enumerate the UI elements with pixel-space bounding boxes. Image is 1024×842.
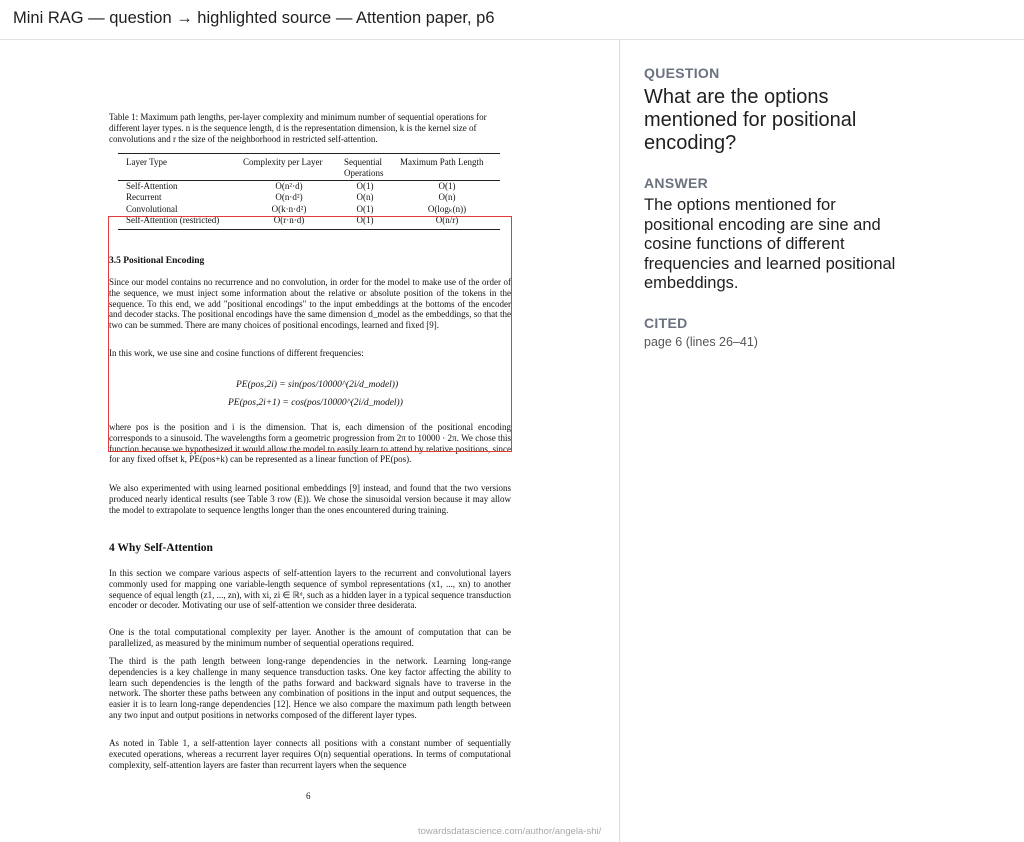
table-header-complexity: Complexity per Layer [243,157,323,167]
table-cell: O(k·n·d²) [271,204,307,214]
question-text: What are the options mentioned for positional encoding? [644,86,857,154]
table-cell: O(n/r) [435,215,459,225]
table-header-sequential: Sequential [344,157,382,167]
table-cell: O(n²·d) [275,181,303,191]
table-cell: Self-Attention (restricted) [126,215,220,225]
table-cell: O(1) [356,204,374,214]
citation-link[interactable]: page 6 (lines 26–41) [644,335,758,349]
table-header-path-length: Maximum Path Length [400,157,484,167]
table-cell: Self-Attention [126,181,178,191]
table-cell: O(1) [438,181,456,191]
table-header-operations: Operations [344,168,384,178]
table-cell: O(n) [438,192,456,202]
question-label: QUESTION [644,65,720,81]
top-bar [0,0,1024,40]
app-title: Mini RAG — question → highlighted source — Attention paper, p6 [13,9,495,27]
table-cell: O(n·d²) [275,192,303,202]
table-cell: O(1) [356,181,374,191]
table-cell: Convolutional [126,204,178,214]
table-cell: Recurrent [126,192,162,202]
section-heading-3-5: 3.5 Positional Encoding [109,256,205,266]
page-number: 6 [306,791,311,801]
answer-label: ANSWER [644,175,709,191]
table-header-layer-type: Layer Type [126,157,167,167]
paragraph: The third is the path length between long-range dependencies in the network. Learning long-range dependencies is a key challenge in many sequence transduction tasks. One key factor affecting the ability to learn such dependencies is the length of the paths forward and backward signals have to traverse in the network. The shorter these paths between any combination of positions in the input and output sequences, the easier it is to learn long-range dependencies [12]. Hence we also compare the maximum path length between any two input and output positions in networks composed of the different layer types. [109,656,511,720]
paragraph: As noted in Table 1, a self-attention layer connects all positions with a constant number of sequentially executed operations, whereas a recurrent layer requires O(n) sequential operations. In terms of computational complexity, self-attention layers are faster than recurrent layers when the sequence [109,738,511,770]
watermark: towardsdatascience.com/author/angela-shi/ [418,826,602,837]
answer-text: The options mentioned for positional encoding are sine and cosine functions of different frequencies and learned positional embeddings. [644,196,896,292]
section-heading-4: 4 Why Self-Attention [109,542,213,554]
paragraph: In this section we compare various aspects of self-attention layers to the recurrent and convolutional layers commonly used for mapping one variable-length sequence of symbol representations (x1, ..., xn) to another sequence of equal length (z1, ..., zn), with xi, zi ∈ ℝᵈ, such as a hidden layer in a typical sequence transduction encoder or decoder. Motivating our use of self-attention we consider three desiderata. [109,568,511,611]
source-highlight-box [108,216,512,452]
table-cell: O(r·n·d) [273,215,305,225]
panel-divider [619,40,620,842]
paragraph: Since our model contains no recurrence and no convolution, in order for the model to make use of the order of the sequence, we must inject some information about the relative or absolute position of the tokens in the sequence. To this end, we add "positional encodings" to the input embeddings at the bottoms of the encoder and decoder stacks. The positional encodings have the same dimension d_model as the embeddings, so that the two can be summed. There are many choices of positional encodings, learned and fixed [9]. [109,277,511,331]
table-cell: O(n) [356,192,374,202]
paragraph: We also experimented with using learned positional embeddings [9] instead, and found that the two versions produced nearly identical results (see Table 3 row (E)). We chose the sinusoidal version because it may allow the model to extrapolate to sequence lengths longer than the ones encountered during training. [109,483,511,515]
table-cell: O(1) [356,215,374,225]
paragraph: In this work, we use sine and cosine functions of different frequencies: [109,348,364,358]
cited-label: CITED [644,315,688,331]
paragraph: where pos is the position and i is the dimension. That is, each dimension of the positional encoding corresponds to a sinusoid. The wavelengths form a geometric progression from 2π to 10000 · 2π. We chose this function because we hypothesized it would allow the model to easily learn to attend by relative positions, since for any fixed offset k, PE(pos+k) can be represented as a linear function of PE(pos). [109,422,511,465]
equation-sine: PE(pos,2i) = sin(pos/10000^(2i/d_model)) [236,380,399,390]
table-caption: Table 1: Maximum path lengths, per-layer complexity and minimum number of sequential operations for different layer types. n is the sequence length, d is the representation dimension, k is the kernel size of convolutions and r the size of the neighborhood in restricted self-attention. [109,112,487,144]
paragraph: One is the total computational complexity per layer. Another is the amount of computation that can be parallelized, as measured by the minimum number of sequential operations required. [109,627,511,648]
table-rule [118,153,500,154]
equation-cosine: PE(pos,2i+1) = cos(pos/10000^(2i/d_model)) [228,398,403,408]
table-cell: O(logₖ(n)) [427,204,467,214]
